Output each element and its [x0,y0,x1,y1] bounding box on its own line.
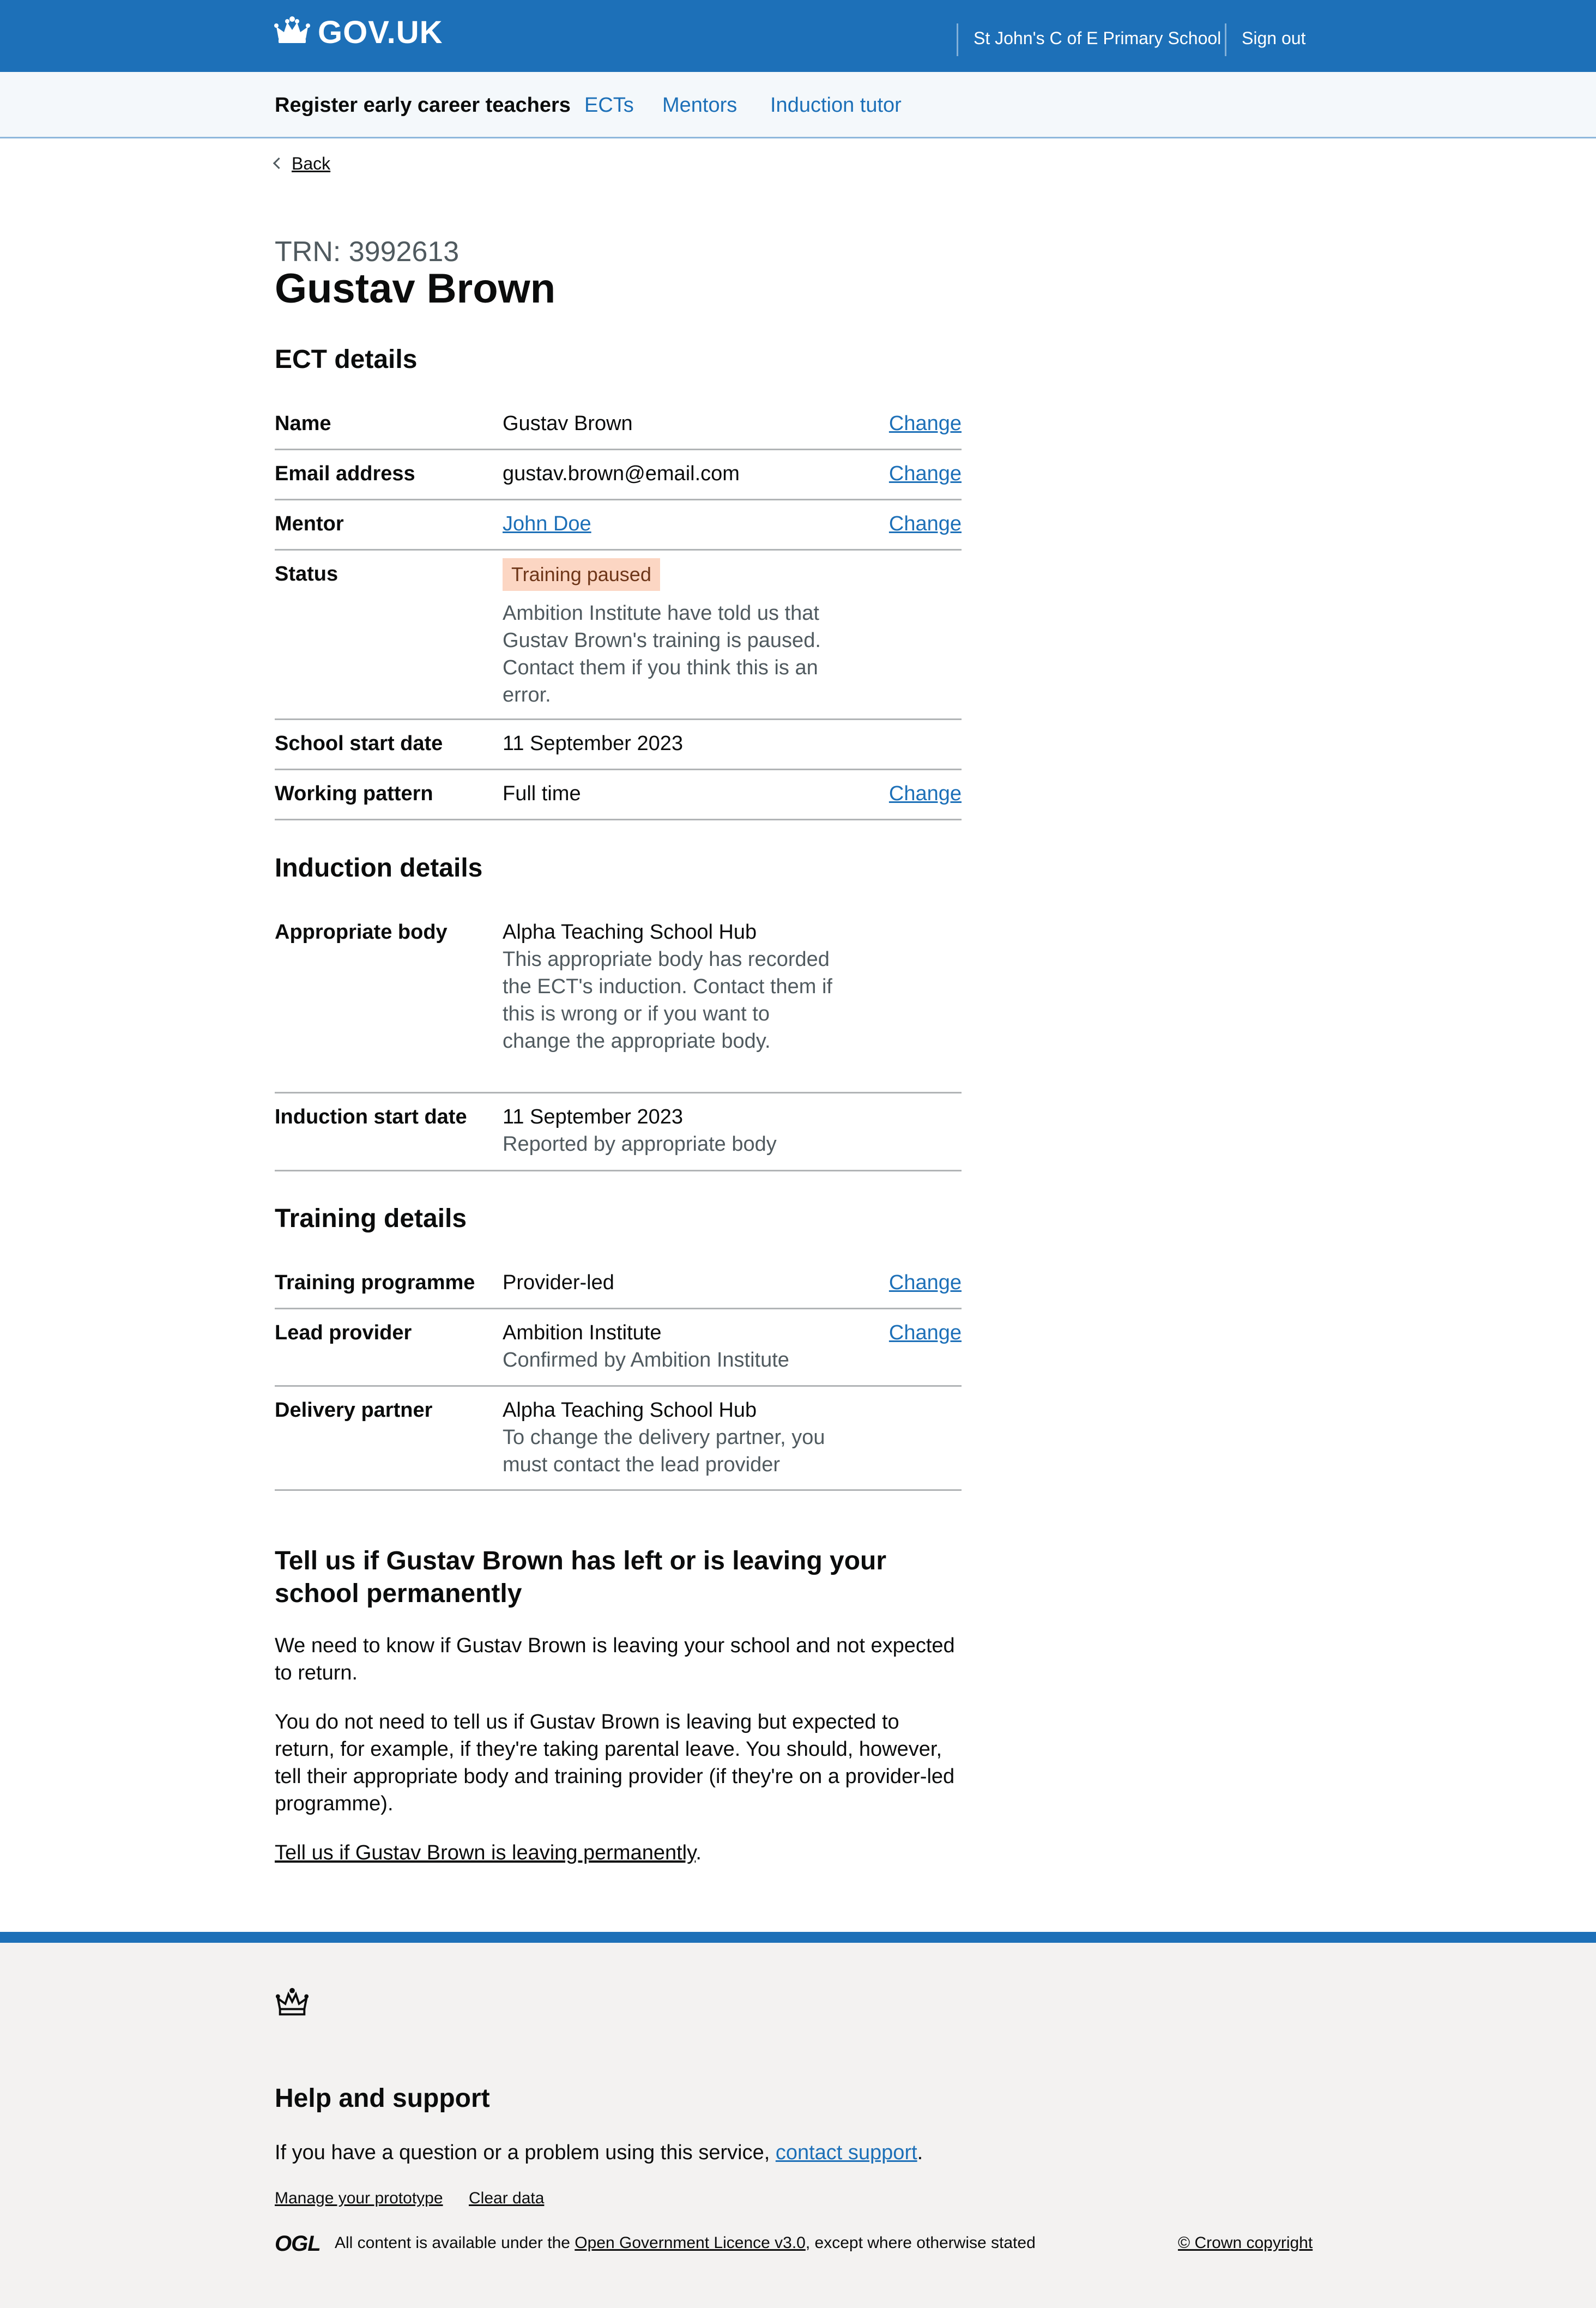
summary-key-delivery-partner: Delivery partner [275,1399,433,1422]
summary-key-name: Name [275,412,331,435]
leaving-para-1: We need to know if Gustav Brown is leaving your school and not expected to return. [275,1634,955,1684]
nav-item-ects[interactable]: ECTs [584,94,634,117]
change-name-link[interactable]: Change [888,412,962,435]
induction-details-heading: Induction details [275,854,483,883]
row-divider [275,819,962,820]
change-email-link[interactable]: Change [888,462,962,485]
status-hint: Ambition Institute have told us that Gustav Brown's training is paused. Contact them if you think this is an error. [503,602,821,706]
leaving-link-line [275,1839,962,1866]
row-divider [275,769,962,770]
summary-key-mentor: Mentor [275,512,344,535]
back-link[interactable] [275,154,330,174]
row-divider [275,499,962,500]
nav-item-induction-tutor[interactable]: Induction tutor [770,94,902,117]
summary-value-lead-provider: Ambition Institute [503,1321,662,1344]
contact-support-link[interactable]: contact support [775,2141,917,2164]
summary-key-lead-provider: Lead provider [275,1321,412,1344]
summary-key-induction-start: Induction start date [275,1105,467,1128]
training-details-heading: Training details [275,1204,467,1233]
leaving-heading: Tell us if Gustav Brown has left or is leaving your school permanently [275,1546,887,1608]
service-navigation [0,72,1596,138]
manage-prototype-link[interactable]: Manage your prototype [275,2189,443,2207]
mentor-link[interactable]: John Doe [503,512,591,535]
leaving-para-2: You do not need to tell us if Gustav Brown is leaving but expected to return, for example, if they're taking parental leave. You should, however, tell their appropriate body and training provider (if they're on a provider-led programme). [275,1711,955,1815]
ogl-logo: OGL [275,2232,321,2256]
footer-top-border [0,1932,1596,1943]
crown-icon [275,1985,310,2020]
summary-key-training-programme: Training programme [275,1271,475,1294]
school-name-link[interactable]: St John's C of E Primary School [974,28,1222,48]
status-tag: Training paused [503,558,660,591]
row-divider [275,1170,962,1171]
govuk-logo-link[interactable] [274,13,443,51]
summary-value-induction-start: 11 September 2023 [503,1105,683,1128]
row-divider [275,718,962,720]
summary-key-email: Email address [275,462,415,485]
service-name: Register early career teachers [275,94,571,117]
footer-help-text [275,2141,923,2165]
row-divider [275,1092,962,1093]
change-training-programme-link[interactable]: Change [888,1271,962,1294]
summary-key-status: Status [275,563,338,585]
summary-key-school-start: School start date [275,732,443,755]
row-divider [275,1489,962,1491]
ect-details-heading: ECT details [275,345,418,374]
licence-prefix: All content is available under the [335,2234,575,2252]
induction-start-hint: Reported by appropriate body [503,1133,777,1156]
appropriate-body-hint: This appropriate body has recorded the ECT's induction. Contact them if this is wrong or if you want to change the appropriate body. [503,948,832,1053]
govuk-header [0,0,1596,72]
back-link-label: Back [292,154,331,173]
crown-copyright-link[interactable]: © Crown copyright [1178,2234,1313,2252]
summary-value-working-pattern: Full time [503,782,581,805]
summary-value-name: Gustav Brown [503,412,633,435]
leaving-link-suffix: . [696,1841,702,1864]
summary-key-appropriate-body: Appropriate body [275,921,448,944]
leaving-permanently-link[interactable]: Tell us if Gustav Brown is leaving permanently [275,1841,696,1864]
summary-value-email: gustav.brown@email.com [503,462,740,485]
page-caption: TRN: 3992613 [275,236,460,268]
summary-value-delivery-partner: Alpha Teaching School Hub [503,1399,757,1422]
row-divider [275,1308,962,1309]
lead-provider-hint: Confirmed by Ambition Institute [503,1349,789,1371]
sign-out-link[interactable]: Sign out [1242,28,1306,48]
row-divider [275,449,962,450]
footer-heading: Help and support [275,2084,490,2113]
crown-icon [274,16,310,49]
licence-text [335,2234,1036,2252]
page-title: Gustav Brown [275,265,556,312]
footer-help-prefix: If you have a question or a problem using this service, [275,2141,776,2164]
nav-active-indicator [584,59,630,65]
ogl-licence-link[interactable]: Open Government Licence v3.0 [575,2234,806,2252]
delivery-partner-hint: To change the delivery partner, you must contact the lead provider [503,1426,825,1476]
licence-suffix: , except where otherwise stated [805,2234,1036,2252]
header-separator [957,23,958,56]
footer-help-suffix: . [917,2141,923,2164]
footer [0,1943,1596,2308]
clear-data-link[interactable]: Clear data [469,2189,545,2207]
nav-item-mentors[interactable]: Mentors [662,94,737,117]
change-mentor-link[interactable]: Change [888,512,962,535]
header-separator [1225,23,1226,56]
change-working-pattern-link[interactable]: Change [888,782,962,805]
summary-value-appropriate-body: Alpha Teaching School Hub [503,921,757,944]
change-lead-provider-link[interactable]: Change [888,1321,962,1344]
row-divider [275,549,962,551]
chevron-left-icon [273,158,285,169]
summary-value-training-programme: Provider-led [503,1271,614,1294]
row-divider [275,1385,962,1387]
logo-text: GOV.UK [318,14,443,50]
summary-key-working-pattern: Working pattern [275,782,433,805]
summary-value-school-start: 11 September 2023 [503,732,683,755]
